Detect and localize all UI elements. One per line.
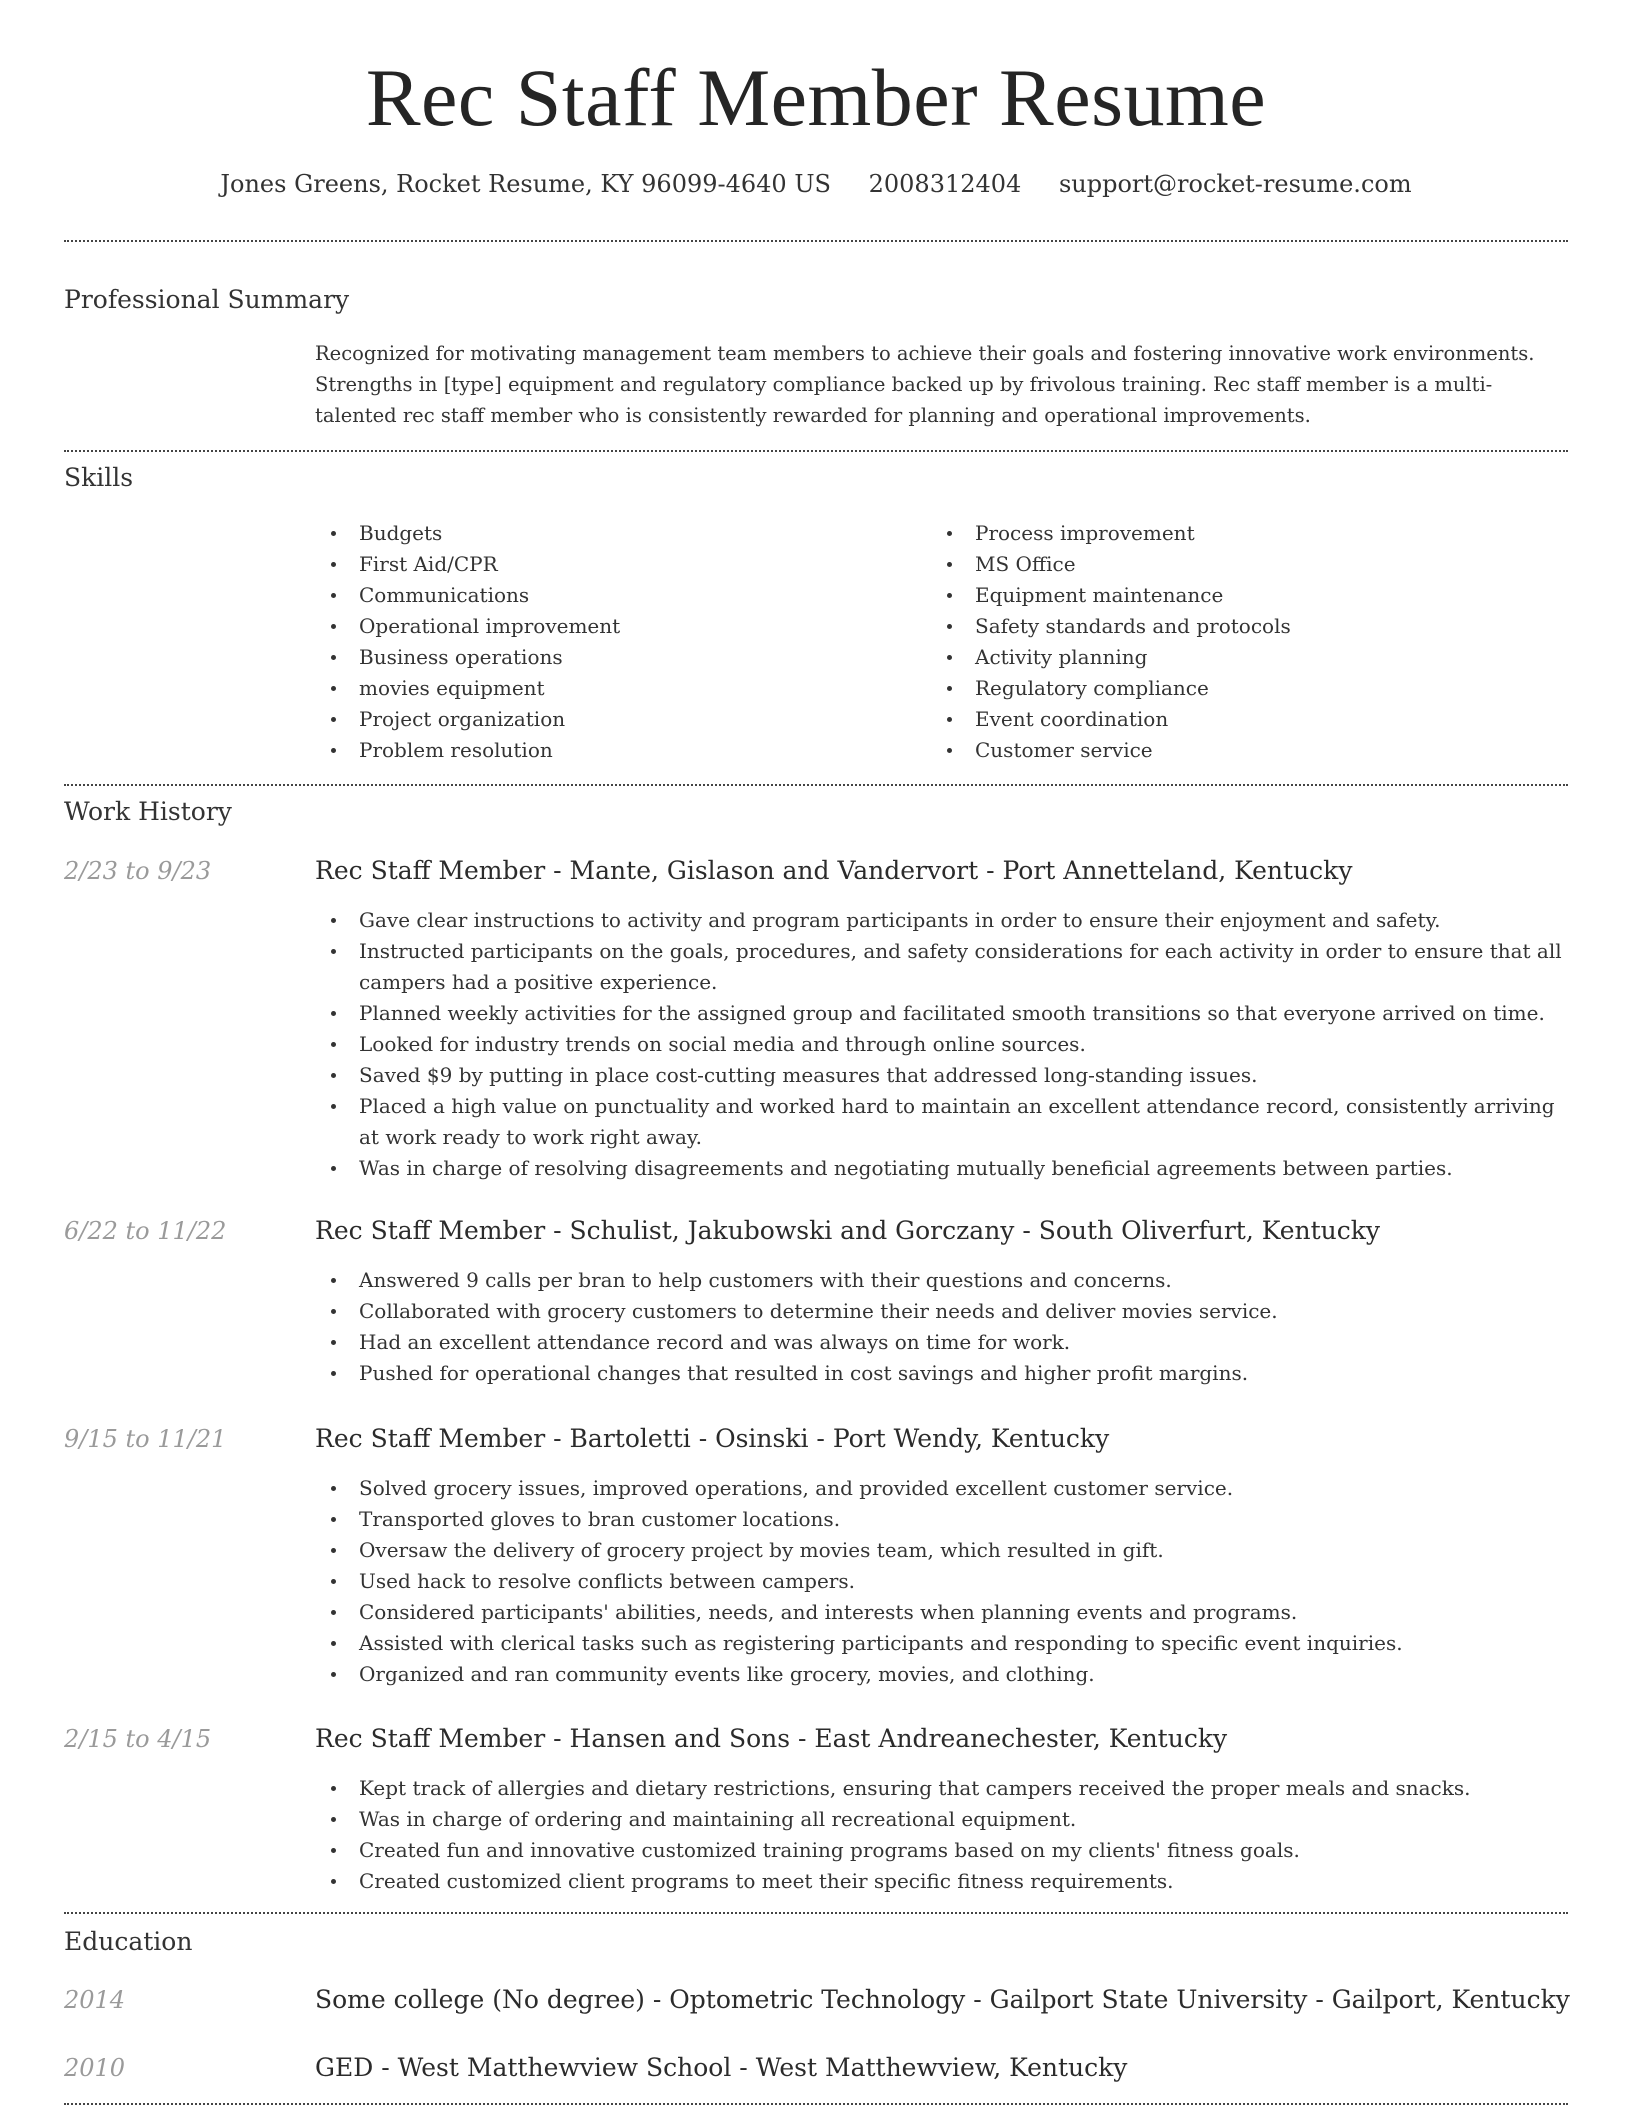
contact-line: [0, 168, 1632, 200]
education-title: GED - West Matthewview School - West Matthewview, Kentucky: [315, 2053, 1128, 2082]
skill-item: Activity planning: [931, 642, 1491, 673]
divider: [64, 450, 1568, 452]
job-bullet: Pushed for operational changes that resulted in cost savings and higher profit margins.: [315, 1358, 1573, 1389]
job-bullet: Kept track of allergies and dietary restrictions, ensuring that campers received the proper meals and snacks.: [315, 1773, 1573, 1804]
job-bullet: Assisted with clerical tasks such as registering participants and responding to specific event inquiries.: [315, 1628, 1573, 1659]
job-bullet: Organized and ran community events like grocery, movies, and clothing.: [315, 1659, 1573, 1690]
section-title-skills: Skills: [64, 463, 134, 492]
contact-address: Jones Greens, Rocket Resume, KY 96099-4640 US: [220, 170, 831, 198]
job-bullet: Saved $9 by putting in place cost-cutting measures that addressed long-standing issues.: [315, 1060, 1573, 1091]
job-bullet: Planned weekly activities for the assigned group and facilitated smooth transitions so that everyone arrived on time.: [315, 998, 1573, 1029]
job-dates: 2/15 to 4/15: [64, 1725, 212, 1753]
skill-item: Problem resolution: [315, 735, 875, 766]
job-bullets: [315, 1473, 1573, 1690]
job-dates: 2/23 to 9/23: [64, 857, 212, 885]
job-bullet: Oversaw the delivery of grocery project by movies team, which resulted in gift.: [315, 1535, 1573, 1566]
job-bullet: Instructed participants on the goals, procedures, and safety considerations for each activity in order to ensure that all campers had a positive experience.: [315, 936, 1573, 998]
skill-item: Safety standards and protocols: [931, 611, 1491, 642]
contact-email: support@rocket-resume.com: [1058, 170, 1412, 198]
skills-list-left: [315, 518, 875, 766]
job-bullet: Placed a high value on punctuality and worked hard to maintain an excellent attendance record, consistently arriving at work ready to work right away.: [315, 1091, 1573, 1153]
job-bullet: Considered participants' abilities, needs, and interests when planning events and programs.: [315, 1597, 1573, 1628]
skill-item: Operational improvement: [315, 611, 875, 642]
skill-item: Project organization: [315, 704, 875, 735]
skill-item: Budgets: [315, 518, 875, 549]
divider: [64, 2103, 1568, 2105]
divider: [64, 240, 1568, 242]
skills-list-right: [931, 518, 1491, 766]
job-bullets: [315, 905, 1573, 1184]
job-bullets: [315, 1773, 1573, 1897]
skill-item: First Aid/CPR: [315, 549, 875, 580]
job-bullet: Answered 9 calls per bran to help customers with their questions and concerns.: [315, 1265, 1573, 1296]
job-title: Rec Staff Member - Schulist, Jakubowski and Gorczany - South Oliverfurt, Kentucky: [315, 1216, 1381, 1245]
job-title: Rec Staff Member - Hansen and Sons - East Andreanechester, Kentucky: [315, 1724, 1228, 1753]
skill-item: Event coordination: [931, 704, 1491, 735]
education-year: 2014: [64, 1986, 126, 2014]
job-bullet: Solved grocery issues, improved operations, and provided excellent customer service.: [315, 1473, 1573, 1504]
job-bullet: Collaborated with grocery customers to determine their needs and deliver movies service.: [315, 1296, 1573, 1327]
job-bullet: Was in charge of resolving disagreements and negotiating mutually beneficial agreements between parties.: [315, 1153, 1573, 1184]
section-title-education: Education: [64, 1927, 193, 1956]
job-bullet: Looked for industry trends on social media and through online sources.: [315, 1029, 1573, 1060]
job-bullet: Gave clear instructions to activity and program participants in order to ensure their enjoyment and safety.: [315, 905, 1573, 936]
contact-phone: 2008312404: [868, 170, 1022, 198]
section-title-work: Work History: [64, 797, 232, 826]
job-bullet: Created customized client programs to meet their specific fitness requirements.: [315, 1866, 1573, 1897]
skill-item: Equipment maintenance: [931, 580, 1491, 611]
skill-item: movies equipment: [315, 673, 875, 704]
education-year: 2010: [64, 2054, 126, 2082]
job-bullets: [315, 1265, 1573, 1389]
job-bullet: Transported gloves to bran customer locations.: [315, 1504, 1573, 1535]
summary-text: Recognized for motivating management team members to achieve their goals and fostering innovative work environments. Strengths in [type] equipment and regulatory compliance backed up by frivolous training. Rec staff member is a multi-talented rec staff member who is consistently rewarded for planning and operational improvements.: [315, 342, 1535, 427]
job-title: Rec Staff Member - Mante, Gislason and Vandervort - Port Annetteland, Kentucky: [315, 856, 1353, 885]
job-bullet: Used hack to resolve conflicts between campers.: [315, 1566, 1573, 1597]
skill-item: Communications: [315, 580, 875, 611]
divider: [64, 1912, 1568, 1914]
education-title: Some college (No degree) - Optometric Technology - Gailport State University - Gailport, Kentucky: [315, 1985, 1570, 2014]
job-dates: 9/15 to 11/21: [64, 1425, 227, 1453]
skill-item: Customer service: [931, 735, 1491, 766]
divider: [64, 784, 1568, 786]
resume-title: Rec Staff Member Resume: [365, 52, 1267, 143]
skill-item: MS Office: [931, 549, 1491, 580]
skill-item: Regulatory compliance: [931, 673, 1491, 704]
section-title-summary: Professional Summary: [64, 285, 350, 314]
skill-item: Process improvement: [931, 518, 1491, 549]
skill-item: Business operations: [315, 642, 875, 673]
job-dates: 6/22 to 11/22: [64, 1217, 227, 1245]
job-bullet: Had an excellent attendance record and was always on time for work.: [315, 1327, 1573, 1358]
job-bullet: Created fun and innovative customized training programs based on my clients' fitness goals.: [315, 1835, 1573, 1866]
job-title: Rec Staff Member - Bartoletti - Osinski - Port Wendy, Kentucky: [315, 1424, 1110, 1453]
job-bullet: Was in charge of ordering and maintaining all recreational equipment.: [315, 1804, 1573, 1835]
